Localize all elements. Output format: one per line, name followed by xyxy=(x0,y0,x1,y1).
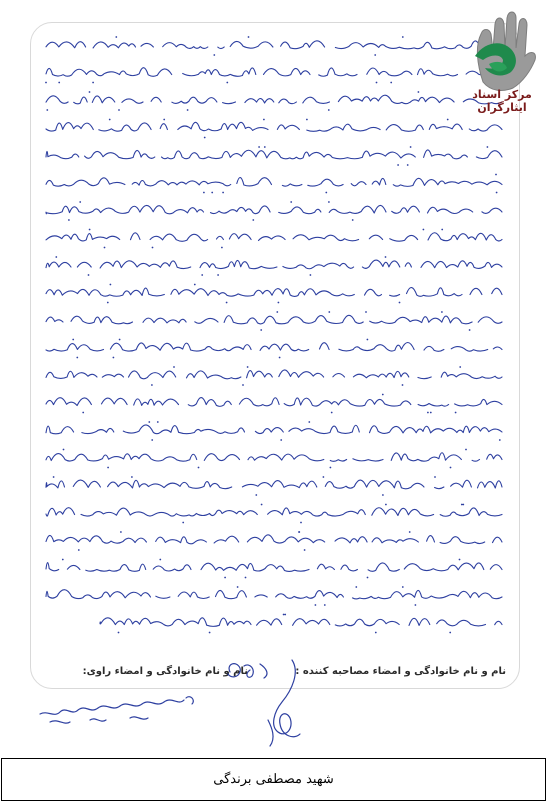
handwritten-line xyxy=(46,342,502,351)
handwriting-dot xyxy=(300,522,302,524)
handwriting-dot xyxy=(496,192,498,194)
handwriting-dot xyxy=(495,174,497,176)
handwriting-dot xyxy=(201,274,203,276)
handwriting-dot xyxy=(115,36,117,38)
handwriting-dot xyxy=(374,54,376,56)
handwritten-line xyxy=(46,480,502,489)
handwriting-dot xyxy=(469,329,471,331)
handwriting-dot xyxy=(409,531,411,533)
handwriting-dot xyxy=(173,366,175,368)
handwriting-dot xyxy=(152,247,154,249)
handwriting-dot xyxy=(382,494,384,496)
handwriting-dot xyxy=(88,274,90,276)
handwriting-dot xyxy=(107,302,109,304)
handwriting-dot xyxy=(187,109,189,111)
handwritten-line xyxy=(46,150,502,159)
handwritten-line xyxy=(46,590,502,599)
handwriting-dot xyxy=(245,577,247,579)
handwriting-dot xyxy=(109,119,111,121)
handwriting-dot xyxy=(385,504,387,506)
handwritten-line xyxy=(46,508,502,517)
handwriting-dot xyxy=(367,339,369,341)
handwriting-dot xyxy=(237,586,239,588)
caption-box xyxy=(1,758,546,801)
handwritten-line xyxy=(46,178,502,187)
handwriting-dot xyxy=(120,531,122,533)
handwriting-dot xyxy=(261,504,263,506)
handwritten-line xyxy=(46,288,502,297)
handwriting-dot xyxy=(252,219,254,221)
handwritten-line xyxy=(46,535,502,544)
handwriting-dot xyxy=(89,91,91,93)
logo-text: مرکز اسناد ایثارگران xyxy=(472,88,532,114)
handwriting-dot xyxy=(224,577,226,579)
handwritten-line xyxy=(46,260,502,269)
handwriting-dot xyxy=(68,219,70,221)
handwriting-dot xyxy=(46,109,48,111)
handwriting-dot xyxy=(82,412,84,414)
interviewer-signature-label: نام و نام خانوادگی و امضاء مصاحبه کننده : xyxy=(295,666,506,677)
handwriting-dot xyxy=(402,586,404,588)
handwriting-dot xyxy=(447,119,449,121)
handwritten-line xyxy=(46,398,502,407)
handwriting-dot xyxy=(72,339,74,341)
handwriting-dot xyxy=(131,476,133,478)
handwritten-lines xyxy=(40,35,505,655)
handwriting-dot xyxy=(255,494,257,496)
handwriting-dot xyxy=(315,604,317,606)
handwriting-dot xyxy=(402,384,404,386)
handwritten-line xyxy=(46,205,502,213)
handwriting-dot xyxy=(209,632,211,634)
handwritten-signatures xyxy=(30,650,330,760)
handwriting-dot xyxy=(217,274,219,276)
handwriting-dot xyxy=(163,119,165,121)
handwriting-dot xyxy=(390,82,392,84)
handwriting-dot xyxy=(226,82,228,84)
handwriting-dot xyxy=(104,247,106,249)
handwriting-dot xyxy=(323,476,325,478)
handwriting-dot xyxy=(418,91,420,93)
handwriting-dot xyxy=(427,412,429,414)
handwriting-dot xyxy=(159,559,161,561)
handwritten-line xyxy=(46,41,502,49)
handwriting-dot xyxy=(376,82,378,84)
handwriting-dot xyxy=(402,36,404,38)
handwritten-line xyxy=(46,68,502,77)
handwriting-dot xyxy=(79,201,81,203)
handwriting-dot xyxy=(58,82,60,84)
handwriting-dot xyxy=(55,256,57,258)
handwriting-dot xyxy=(352,219,354,221)
handwriting-dot xyxy=(107,467,109,469)
handwriting-dot xyxy=(449,632,451,634)
handwriting-dot xyxy=(459,366,461,368)
handwritten-line xyxy=(46,122,502,131)
handwriting-dot xyxy=(53,476,55,478)
handwriting-dot xyxy=(462,504,464,506)
handwriting-dot xyxy=(45,82,47,84)
handwriting-dot xyxy=(118,109,120,111)
handwriting-dot xyxy=(365,311,367,313)
handwriting-dot xyxy=(203,192,205,194)
handwriting-dot xyxy=(157,421,159,423)
handwriting-dot xyxy=(247,366,249,368)
handwriting-dot xyxy=(325,192,327,194)
handwriting-dot xyxy=(310,274,312,276)
handwriting-dot xyxy=(63,449,65,451)
handwriting-dot xyxy=(248,36,250,38)
handwriting-dot xyxy=(222,192,224,194)
handwriting-dot xyxy=(62,559,64,561)
handwriting-dot xyxy=(410,146,412,148)
handwritten-line xyxy=(46,315,502,324)
handwriting-dot xyxy=(226,302,228,304)
handwriting-dot xyxy=(76,357,78,359)
handwriting-dot xyxy=(290,201,292,203)
handwriting-dot xyxy=(423,229,425,231)
handwriting-dot xyxy=(92,82,94,84)
handwriting-dot xyxy=(375,632,377,634)
handwriting-dot xyxy=(397,164,399,166)
handwriting-dot xyxy=(89,229,91,231)
handwriting-dot xyxy=(306,119,308,121)
handwriting-dot xyxy=(198,467,200,469)
handwriting-dot xyxy=(465,449,467,451)
handwritten-line xyxy=(46,425,502,434)
handwriting-dot xyxy=(194,284,196,286)
handwriting-dot xyxy=(242,384,244,386)
handwriting-dot xyxy=(367,577,369,579)
handwriting-dot xyxy=(182,522,184,524)
handwriting-dot xyxy=(280,439,282,441)
handwriting-dot xyxy=(279,357,281,359)
handwriting-dot xyxy=(119,339,121,341)
handwriting-dot xyxy=(304,549,306,551)
handwriting-dot xyxy=(430,412,432,414)
handwriting-dot xyxy=(407,164,409,166)
handwriting-dot xyxy=(441,229,443,231)
handwriting-dot xyxy=(113,357,115,359)
handwriting-dot xyxy=(499,439,501,441)
handwriting-dot xyxy=(328,201,330,203)
handwriting-dot xyxy=(355,586,357,588)
handwritten-line xyxy=(46,453,502,462)
handwriting-dot xyxy=(441,311,443,313)
handwriting-dot xyxy=(324,604,326,606)
handwriting-dot xyxy=(382,394,384,396)
handwriting-dot xyxy=(415,604,417,606)
handwriting-dot xyxy=(204,137,206,139)
handwriting-dot xyxy=(308,421,310,423)
handwriting-dot xyxy=(283,614,285,616)
handwritten-line xyxy=(46,95,502,104)
handwriting-dot xyxy=(110,284,112,286)
handwriting-dot xyxy=(213,54,215,56)
handwriting-dot xyxy=(459,559,461,561)
handwritten-line xyxy=(100,618,502,627)
handwriting-dot xyxy=(330,467,332,469)
handwriting-dot xyxy=(211,192,213,194)
handwriting-dot xyxy=(118,632,120,634)
handwriting-dot xyxy=(487,146,489,148)
handwriting-dot xyxy=(434,476,436,478)
handwriting-dot xyxy=(399,302,401,304)
handwriting-dot xyxy=(221,247,223,249)
handwriting-dot xyxy=(298,531,300,533)
handwriting-dot xyxy=(328,109,330,111)
handwriting-dot xyxy=(258,146,260,148)
handwriting-dot xyxy=(450,467,452,469)
handwriting-dot xyxy=(284,614,286,616)
handwriting-dot xyxy=(148,421,150,423)
handwriting-dot xyxy=(78,549,80,551)
caption-title: شهید مصطفی برندگی xyxy=(213,772,334,787)
handwritten-line xyxy=(46,563,502,572)
handwriting-dot xyxy=(151,439,153,441)
handwriting-dot xyxy=(263,119,265,121)
handwriting-dot xyxy=(260,329,262,331)
handwriting-dot xyxy=(328,311,330,313)
handwriting-dot xyxy=(276,311,278,313)
handwriting-dot xyxy=(151,384,153,386)
handwriting-dot xyxy=(264,146,266,148)
handwriting-dot xyxy=(278,302,280,304)
handwriting-dot xyxy=(385,256,387,258)
handwriting-dot xyxy=(455,412,457,414)
narrator-signature-label: نام و نام خانوادگی و امضاء راوی: xyxy=(82,666,248,677)
handwritten-line xyxy=(46,233,502,242)
handwriting-dot xyxy=(331,412,333,414)
handwritten-line xyxy=(46,370,502,379)
